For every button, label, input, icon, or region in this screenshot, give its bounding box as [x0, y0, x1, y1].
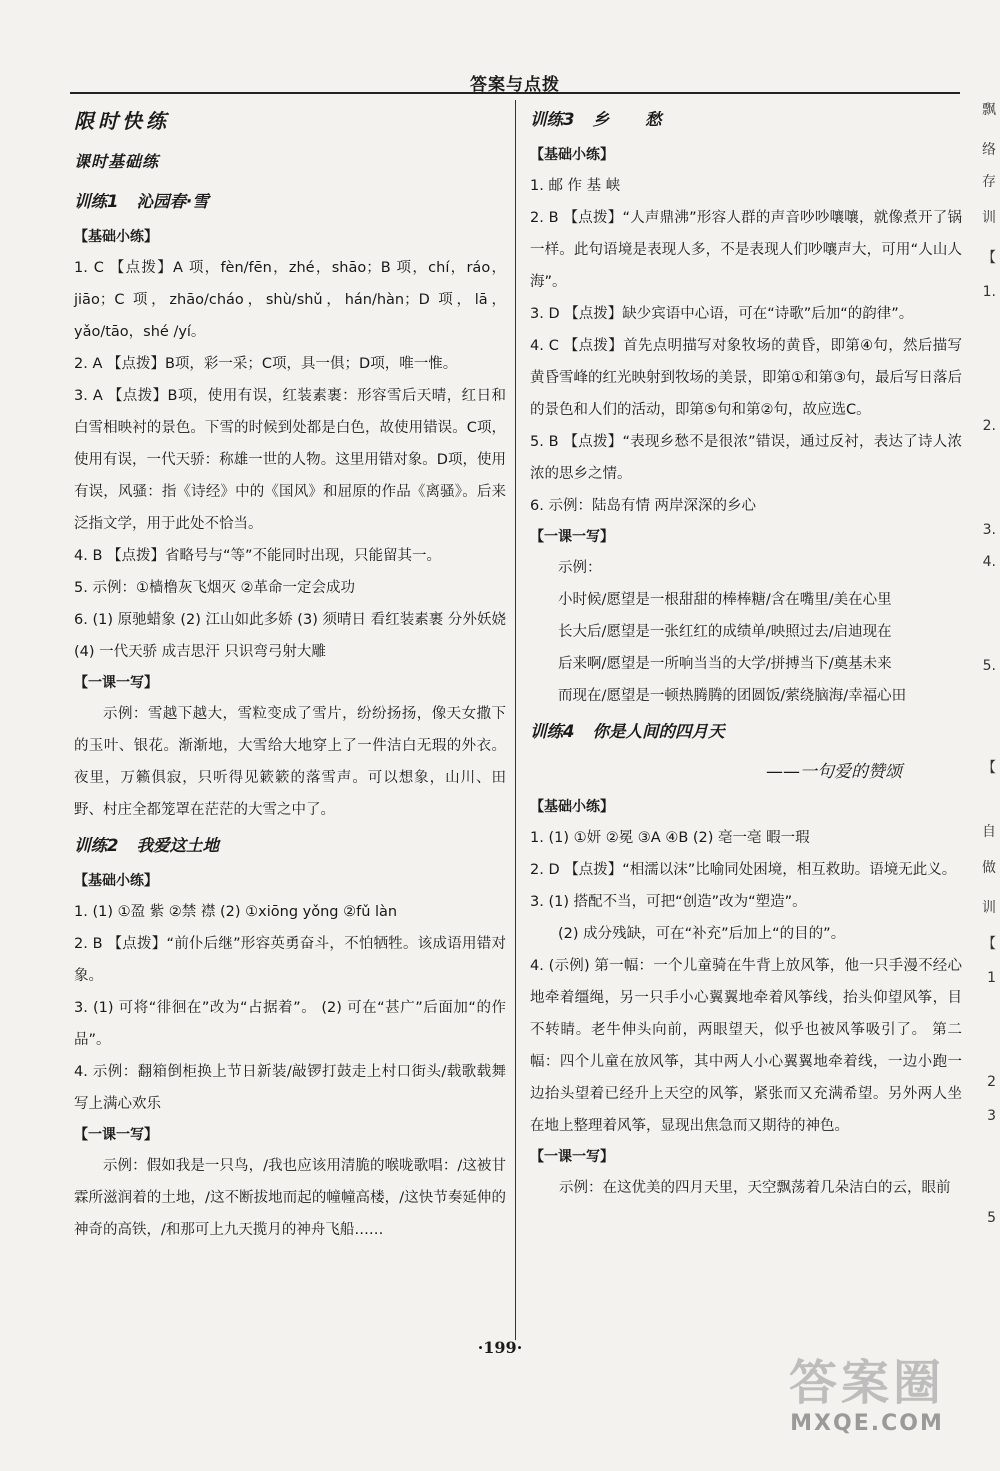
edge-fragment: 自	[982, 824, 996, 840]
column-divider	[515, 100, 516, 1340]
lesson-3-item-6: 6. 示例：陆岛有情 两岸深深的乡心	[530, 498, 757, 514]
lesson-4-item-3-part-2: (2) 成分残缺，可在“补充”后加上“的目的”。	[558, 926, 846, 942]
left-column	[74, 100, 506, 1246]
edge-fragment: 2	[987, 1074, 996, 1090]
lesson-3-item-4: 4. C 【点拨】首先点明描写对象牧场的黄昏，即第④句，然后描写黄昏雪峰的红光映射到牧场的美景，即第①和第③句，最后写日落后的景色和人们的活动，即第⑤句和第②句，故应选C。	[530, 338, 962, 418]
lesson-2-label: 训练2	[74, 836, 119, 855]
lesson-4-title: 你是人间的四月天	[592, 722, 725, 741]
lesson-3-item-5: 5. B 【点拨】“表现乡愁不是很浓”错误，通过反衬，表达了诗人浓浓的思乡之情。	[530, 434, 962, 482]
lesson-1-label: 训练1	[74, 192, 119, 211]
lesson-1-write-text: 示例：雪越下越大，雪粒变成了雪片，纷纷扬扬，像天女撒下的玉叶、银花。渐渐地，大雪给大地穿上了一件洁白无瑕的外衣。夜里，万籁俱寂，只听得见簌簌的落雪声。可以想象，山川、田野、村庄全都笼罩在茫茫的大雪之中了。	[74, 706, 506, 818]
lesson-3-item-1: 1. 邮 作 基 峡	[530, 178, 621, 194]
lesson-3-heading	[530, 102, 962, 138]
page-number: ·199·	[477, 1338, 523, 1357]
lesson-3-write-intro: 示例：	[558, 560, 602, 576]
lesson-2-item-2: 2. B 【点拨】“前仆后继”形容英勇奋斗，不怕牺牲。该成语用错对象。	[74, 936, 506, 984]
section-title: 限时快练	[74, 109, 170, 133]
lesson-2-write-tag: 【一课一写】	[74, 1127, 158, 1143]
lesson-4-item-4: 4. (示例) 第一幅：一个儿童骑在牛背上放风筝，他一只手漫不经心地牵着缰绳，另一只手小心翼翼地牵着风筝线，抬头仰望风筝，目不转睛。老牛伸头向前，两眼望天，似乎也被风筝吸引了。 第二幅：四个儿童在放风筝，其中两人小心翼翼地牵着线，一边小跑一边抬头望着已经升上天空的风筝，紧张而又充满希望。另外两人坐在地上整理着风筝，显现出焦急而又期待的神色。	[530, 958, 962, 1134]
edge-fragment: 3.	[982, 522, 996, 538]
edge-fragment: 4.	[982, 554, 996, 570]
lesson-1-item-3: 3. A 【点拨】B项，使用有误，红装素裹：形容雪后天晴，红日和白雪相映衬的景色。下雪的时候到处都是白色，故使用错误。C项，使用有误，一代天骄：称雄一世的人物。这里用错对象。D项，使用有误，风骚：指《诗经》中的《国风》和屈原的作品《离骚》。后来泛指文学，用于此处不恰当。	[74, 388, 506, 532]
lesson-4-heading	[530, 714, 962, 750]
lesson-2-basic-tag: 【基础小练】	[74, 873, 158, 889]
poem-line-2: 长大后/愿望是一张红红的成绩单/映照过去/启迪现在	[558, 624, 892, 640]
lesson-1-title: 沁园春·雪	[136, 192, 209, 211]
watermark-logo	[752, 1351, 982, 1441]
edge-fragment: 训	[982, 210, 996, 226]
edge-fragment: 【	[982, 250, 996, 266]
edge-fragment: 5	[987, 1210, 996, 1226]
edge-fragment: 做	[982, 860, 996, 876]
lesson-1-basic-tag: 【基础小练】	[74, 229, 158, 245]
lesson-1-item-4: 4. B 【点拨】省略号与“等”不能同时出现，只能留其一。	[74, 548, 442, 564]
lesson-3-write-tag: 【一课一写】	[530, 529, 614, 545]
lesson-4-item-3: 3. (1) 搭配不当，可把“创造”改为“塑造”。	[530, 894, 807, 910]
lesson-4-item-1: 1. (1) ①妍 ②冕 ③A ④B (2) 亳一亳 暇一瑕	[530, 830, 810, 846]
header-rule	[70, 92, 960, 94]
lesson-1-write-tag: 【一课一写】	[74, 675, 158, 691]
edge-fragment: 【	[982, 936, 996, 952]
lesson-1-heading	[74, 184, 506, 220]
edge-fragment: 1	[987, 970, 996, 986]
lesson-3-title-a: 乡	[592, 110, 609, 129]
lesson-3-item-2: 2. B 【点拨】“人声鼎沸”形容人群的声音吵吵嚷嚷，就像煮开了锅一样。此句语境是表现人多，不是表现人们吵嚷声大，可用“人山人海”。	[530, 210, 962, 290]
poem-line-1: 小时候/愿望是一根甜甜的棒棒糖/含在嘴里/美在心里	[558, 592, 892, 608]
lesson-1-item-5: 5. 示例：①樯橹灰飞烟灭 ②革命一定会成功	[74, 580, 356, 596]
edge-fragment: 3	[987, 1108, 996, 1124]
lesson-4-subtitle: ——一句爱的赞颂	[766, 762, 902, 782]
edge-fragment: 1.	[982, 284, 996, 300]
lesson-2-write-text: 示例：假如我是一只鸟，/我也应该用清脆的喉咙歌唱：/这被甘霖所滋润着的土地，/这不断拔地而起的幢幢高楼，/这快节奏延伸的神奇的高铁，/和那可上九天揽月的神舟飞船……	[74, 1158, 506, 1238]
lesson-4-write-text: 示例：在这优美的四月天里，天空飘荡着几朵洁白的云，眼前	[559, 1180, 951, 1196]
edge-fragment: 【	[982, 760, 996, 776]
facing-page-edge	[972, 100, 1000, 1380]
lesson-2-item-3: 3. (1) 可将“徘徊在”改为“占据着”。 (2) 可在“甚广”后面加“的作品”。	[74, 1000, 506, 1048]
edge-fragment: 存	[982, 174, 996, 190]
lesson-3-basic-tag: 【基础小练】	[530, 147, 614, 163]
lesson-3-label: 训练3	[530, 110, 575, 129]
lesson-4-write-tag: 【一课一写】	[530, 1149, 614, 1165]
edge-fragment: 2.	[982, 418, 996, 434]
watermark-url: MXQE.COM	[790, 1411, 944, 1436]
lesson-1-item-2: 2. A 【点拨】B项，彩一采；C项，具一俱；D项，唯一惟。	[74, 356, 458, 372]
lesson-2-item-4: 4. 示例：翻箱倒柜换上节日新装/敲锣打鼓走上村口街头/载歌载舞写上满心欢乐	[74, 1064, 506, 1112]
subsection-title: 课时基础练	[74, 152, 160, 171]
lesson-1-item-1: 1. C 【点拨】A 项，fèn/fēn，zhé，shāo；B 项，chí，ráo，jiāo；C 项，zhāo/cháo，shù/shǔ，hán/hàn；D 项，lā，yǎo/tāo，shé /yí。	[74, 260, 506, 340]
right-column	[530, 100, 962, 1204]
lesson-4-label: 训练4	[530, 722, 575, 741]
lesson-2-title: 我爱这土地	[136, 836, 219, 855]
edge-fragment: 飘	[982, 102, 996, 118]
lesson-3-item-3: 3. D 【点拨】缺少宾语中心语，可在“诗歌”后加“的韵律”。	[530, 306, 914, 322]
lesson-2-heading	[74, 828, 506, 864]
page-header-title: 答案与点拨	[470, 75, 560, 95]
lesson-1-item-6: 6. (1) 原驰蜡象 (2) 江山如此多娇 (3) 须晴日 看红装素裹 分外妖娆 (4) 一代天骄 成吉思汗 只识弯弓射大雕	[74, 612, 506, 660]
lesson-4-basic-tag: 【基础小练】	[530, 799, 614, 815]
poem-line-4: 而现在/愿望是一顿热腾腾的团圆饭/萦绕脑海/幸福心田	[558, 688, 907, 704]
poem-line-3: 后来啊/愿望是一所响当当的大学/拼搏当下/奠基未来	[558, 656, 892, 672]
lesson-2-item-1: 1. (1) ①盈 紫 ②禁 襟 (2) ①xiōng yǒng ②fǔ làn	[74, 904, 398, 920]
edge-fragment: 5.	[982, 658, 996, 674]
lesson-3-title-b: 愁	[644, 110, 662, 129]
edge-fragment: 训	[982, 900, 996, 916]
lesson-4-item-2: 2. D 【点拨】“相濡以沫”比喻同处困境，相互救助。语境无此义。	[530, 862, 957, 878]
watermark-glyphs: 答案圈	[788, 1355, 945, 1411]
edge-fragment: 络	[982, 142, 996, 158]
